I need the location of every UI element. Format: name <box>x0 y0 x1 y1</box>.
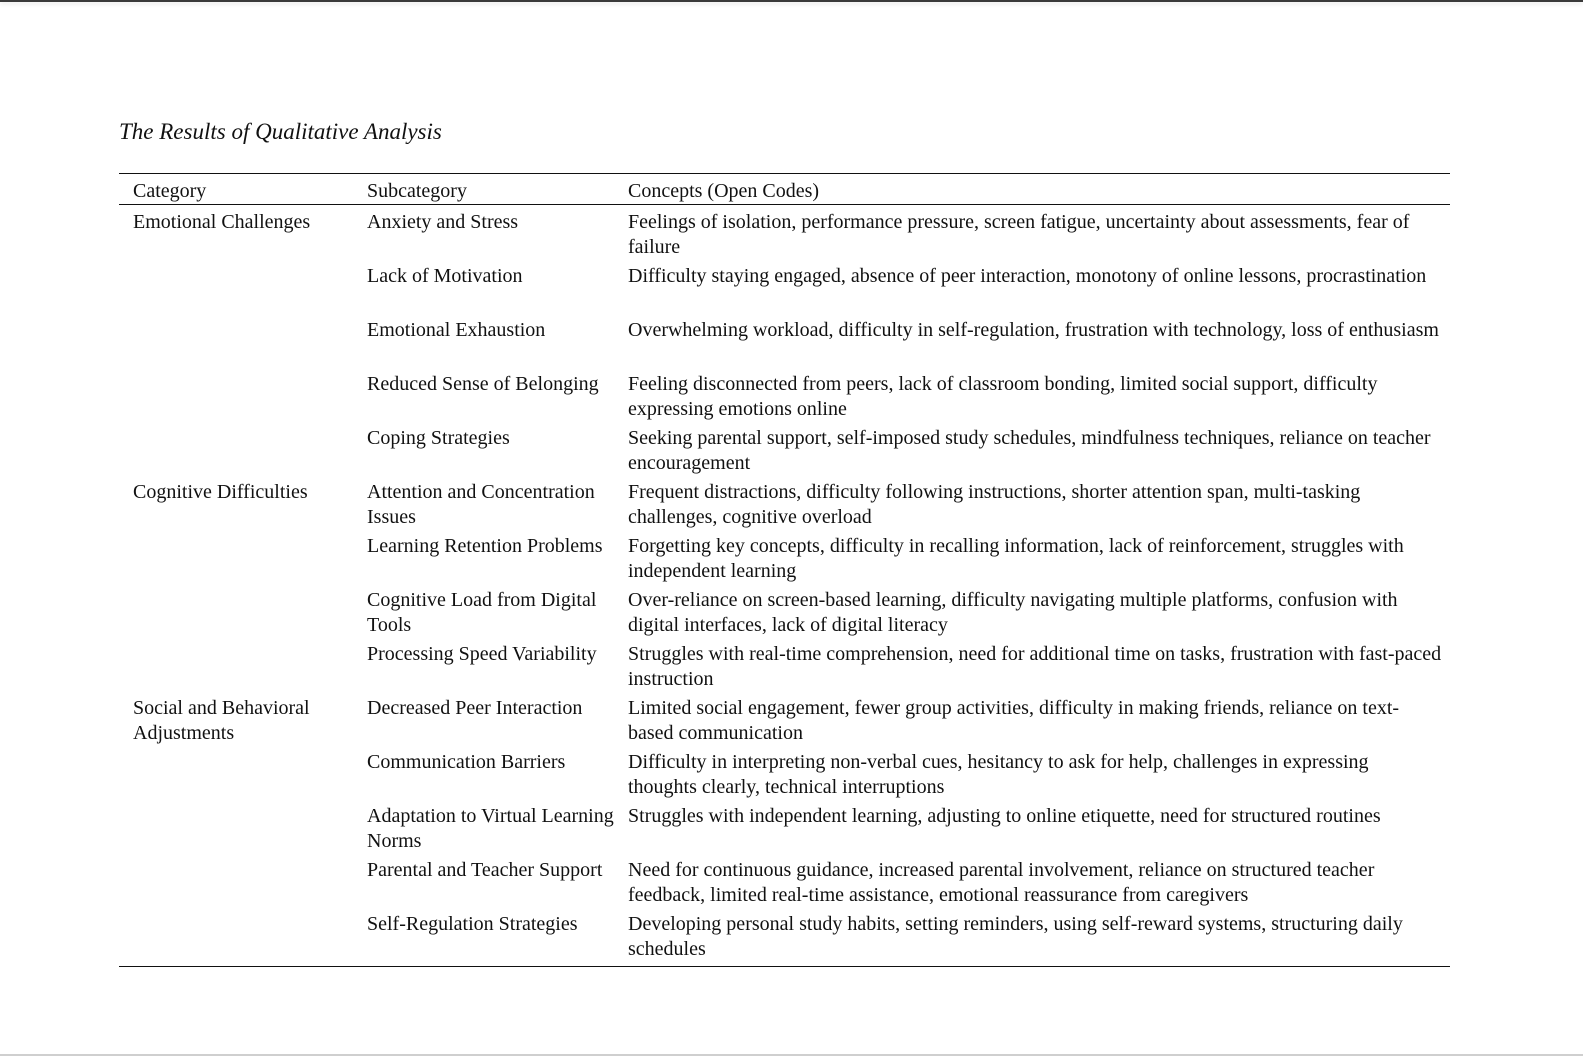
cell-subcategory: Parental and Teacher Support <box>367 859 603 881</box>
cell-subcategory: Anxiety and Stress <box>367 211 519 233</box>
cell-category <box>119 318 353 372</box>
cell-category: Social and Behavioral Adjustments <box>133 697 310 744</box>
table-row <box>119 804 1450 858</box>
cell-subcategory: Coping Strategies <box>367 427 510 449</box>
cell-subcategory: Adaptation to Virtual Learning Norms <box>367 805 614 852</box>
cell-concepts: Developing personal study habits, setting reminders, using self-reward systems, structuring daily schedules <box>628 913 1403 960</box>
cell-concepts: Seeking parental support, self-imposed study schedules, mindfulness techniques, reliance on teacher encouragement <box>628 427 1431 474</box>
table-title: The Results of Qualitative Analysis <box>119 119 442 144</box>
results-table <box>119 173 1450 967</box>
cell-category <box>119 912 353 967</box>
table-body <box>119 205 1450 967</box>
table-row <box>119 912 1450 967</box>
cell-concepts: Over-reliance on screen-based learning, difficulty navigating multiple platforms, confusion with digital interfaces, lack of digital literacy <box>628 589 1398 636</box>
table-row <box>119 858 1450 912</box>
cell-category <box>119 588 353 642</box>
header-subcategory: Subcategory <box>367 180 467 202</box>
cell-category <box>119 750 353 804</box>
cell-concepts: Limited social engagement, fewer group activities, difficulty in making friends, reliance on text-based communication <box>628 697 1400 744</box>
header-concepts: Concepts (Open Codes) <box>628 180 820 202</box>
cell-subcategory: Reduced Sense of Belonging <box>367 373 599 395</box>
cell-subcategory: Lack of Motivation <box>367 265 523 287</box>
header-category: Category <box>133 180 207 202</box>
table-row <box>119 750 1450 804</box>
cell-concepts: Struggles with independent learning, adjusting to online etiquette, need for structured routines <box>628 805 1381 827</box>
table-row <box>119 642 1450 696</box>
table-row <box>119 264 1450 318</box>
cell-concepts: Struggles with real-time comprehension, need for additional time on tasks, frustration with fast-paced instruction <box>628 643 1442 690</box>
cell-subcategory: Processing Speed Variability <box>367 643 597 665</box>
cell-concepts: Difficulty staying engaged, absence of peer interaction, monotony of online lessons, procrastination <box>628 265 1427 287</box>
table-row <box>119 426 1450 480</box>
cell-category <box>119 534 353 588</box>
cell-concepts: Forgetting key concepts, difficulty in recalling information, lack of reinforcement, struggles with independent learning <box>628 535 1404 582</box>
cell-concepts: Frequent distractions, difficulty following instructions, shorter attention span, multi-tasking challenges, cognitive overload <box>628 481 1361 528</box>
cell-concepts: Feelings of isolation, performance pressure, screen fatigue, uncertainty about assessments, fear of failure <box>628 211 1410 258</box>
cell-subcategory: Self-Regulation Strategies <box>367 913 578 935</box>
cell-category <box>119 858 353 912</box>
cell-concepts: Feeling disconnected from peers, lack of classroom bonding, limited social support, difficulty expressing emotions online <box>628 373 1378 420</box>
cell-concepts: Difficulty in interpreting non-verbal cues, hesitancy to ask for help, challenges in expressing thoughts clearly, technical interruptions <box>628 751 1369 798</box>
cell-concepts: Need for continuous guidance, increased parental involvement, reliance on structured teacher feedback, limited real-time assistance, emotional reassurance from caregivers <box>628 859 1375 906</box>
cell-subcategory: Attention and Concentration Issues <box>367 481 595 528</box>
cell-subcategory: Decreased Peer Interaction <box>367 697 583 719</box>
table-row <box>119 588 1450 642</box>
table-row <box>119 318 1450 372</box>
cell-category: Emotional Challenges <box>133 211 311 233</box>
table-header <box>119 174 1450 205</box>
cell-category <box>119 804 353 858</box>
cell-subcategory: Emotional Exhaustion <box>367 319 546 341</box>
cell-concepts: Overwhelming workload, difficulty in self-regulation, frustration with technology, loss of enthusiasm <box>628 319 1439 341</box>
cell-category: Cognitive Difficulties <box>133 481 308 503</box>
cell-subcategory: Communication Barriers <box>367 751 566 773</box>
cell-subcategory: Learning Retention Problems <box>367 535 603 557</box>
cell-category <box>119 264 353 318</box>
table-row <box>119 205 1450 265</box>
table-row <box>119 696 1450 750</box>
cell-category <box>119 372 353 426</box>
cell-category <box>119 426 353 480</box>
table-row <box>119 372 1450 426</box>
cell-subcategory: Cognitive Load from Digital Tools <box>367 589 597 636</box>
header-row <box>119 174 1450 205</box>
page-top-edge <box>0 0 1583 2</box>
table-row <box>119 480 1450 534</box>
table-row <box>119 534 1450 588</box>
cell-category <box>119 642 353 696</box>
